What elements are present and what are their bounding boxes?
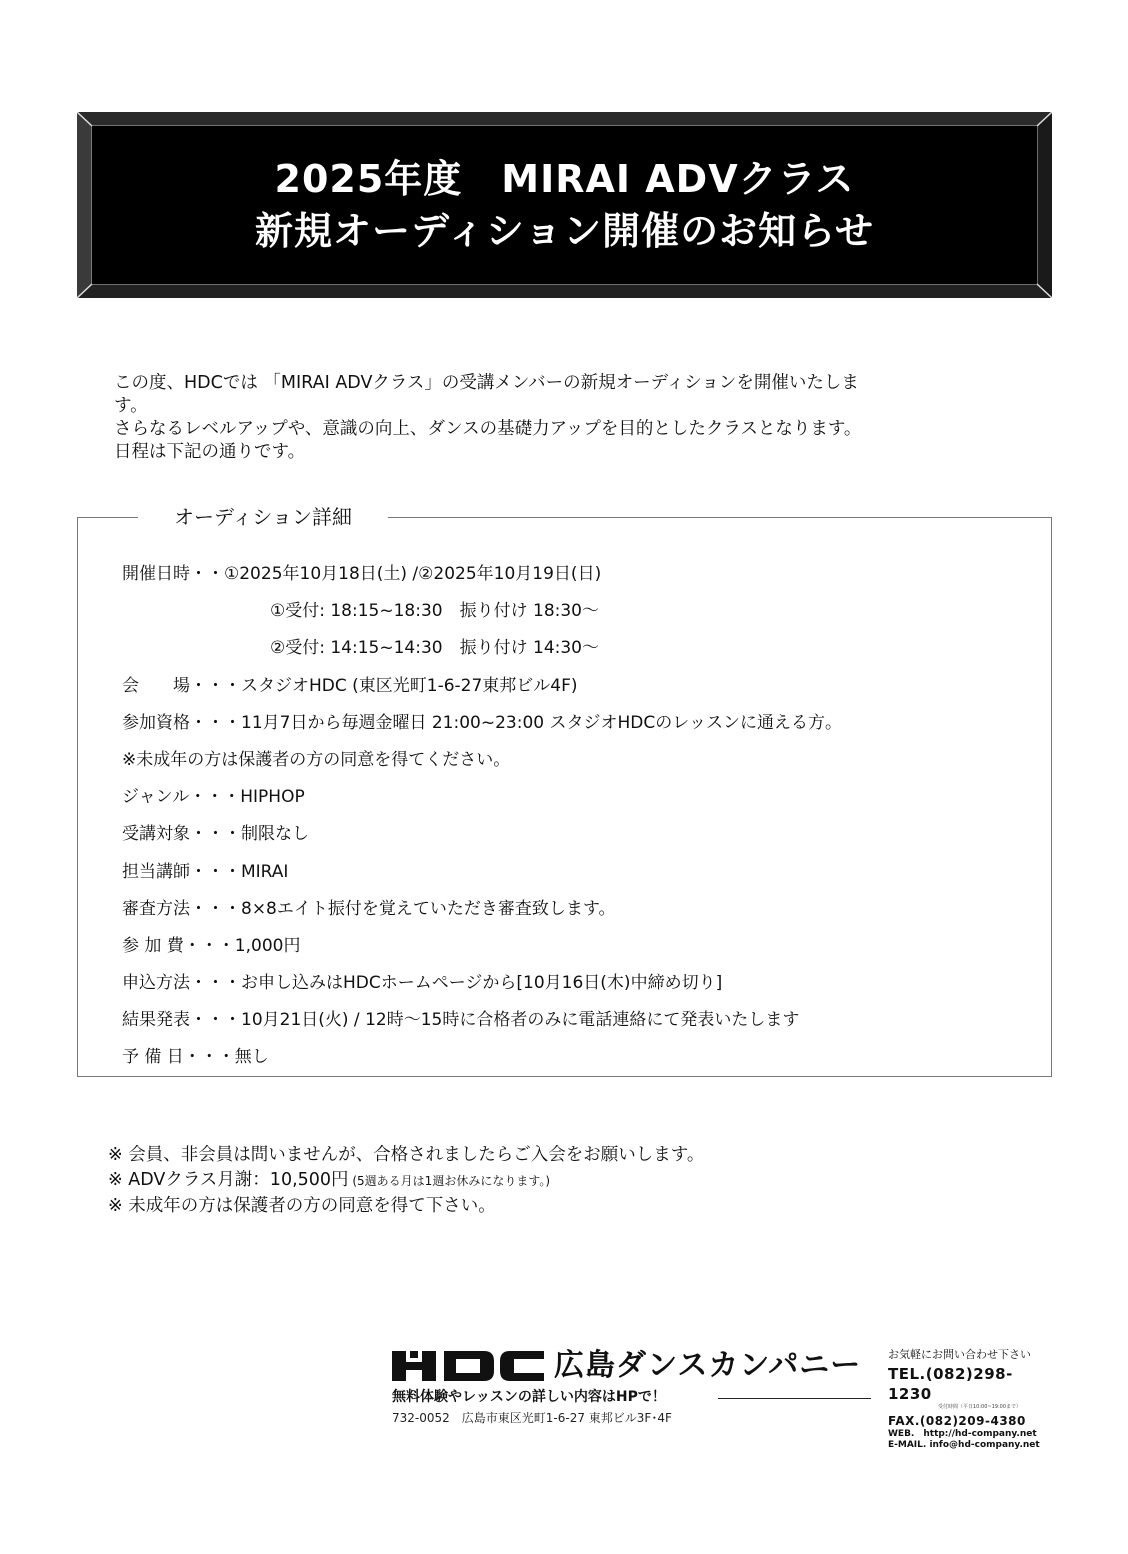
tagline-divider [718,1398,871,1399]
detail-row-instructor: 担当講師・・・MIRAI [122,861,289,882]
details-list [122,556,1041,1077]
contact-email: E-MAIL. info@hd-company.net [888,1440,1040,1450]
contact-hours: 受付時間（平日10:00~19:00まで） [938,1404,1022,1410]
contact-tel: TEL.(082)298-1230 [888,1365,1013,1403]
note-minor-consent: ※ 未成年の方は保護者の方の同意を得て下さい。 [108,1196,496,1216]
notes-section [108,1143,1008,1219]
contact-prompt: お気軽にお問い合わせ下さい [888,1348,1031,1361]
intro-line: 日程は下記の通りです。 [114,442,306,462]
note-membership: ※ 会員、非会員は問いませんが、合格されましたらご入会をお願いします。 [108,1145,705,1165]
company-name: 広島ダンスカンパニー [554,1348,862,1383]
detail-row-eligibility: 参加資格・・・11月7日から毎週金曜日 21:00~23:00 スタジオHDCのレッスンに通える方。 [122,712,843,733]
detail-row-judging: 審査方法・・・8×8エイト振付を覚えていただき審査致します。 [122,898,616,919]
contact-block [888,1348,1052,1451]
footer-address: 732-0052 広島市東区光町1-6-27 東邦ビル3F･4F [392,1411,672,1425]
detail-row-target: 受講対象・・・制限なし [122,824,309,845]
detail-row-results: 結果発表・・・10月21日(火) / 12時～15時に合格者のみに電話連絡にて発表いたします [122,1010,800,1031]
contact-fax: FAX.(082)209-4380 [888,1414,1026,1428]
details-title: オーディション詳細 [138,502,388,532]
contact-web: WEB. http://hd-company.net [888,1429,1037,1439]
detail-row-venue: 会 場・・・スタジオHDC (東区光町1-6-27東邦ビル4F) [122,675,578,696]
detail-row-application: 申込方法・・・お申し込みはHDCホームページから[10月16日(木)中締め切り] [122,973,723,994]
detail-row-fee: 参 加 費・・・1,000円 [122,935,301,956]
detail-row-session-2: ②受付: 14:15~14:30 振り付け 14:30～ [270,638,599,659]
detail-row-date: 開催日時・・①2025年10月18日(土) /②2025年10月19日(日) [122,564,602,584]
detail-row-reserve-day: 予 備 日・・・無し [122,1047,269,1068]
footer-tagline: 無料体験やレッスンの詳しい内容はHPで！ [392,1389,666,1405]
detail-row-genre: ジャンル・・・HIPHOP [122,787,305,808]
note-monthly-fee-main: ※ ADVクラス月謝：10,500円 [108,1170,349,1190]
note-monthly-fee-detail: (5週ある月は1週お休みになります。) [348,1174,551,1188]
hdc-logo [392,1351,547,1381]
detail-row-minor-note: ※未成年の方は保護者の方の同意を得てください。 [122,749,511,770]
banner-title-line-1: 2025年度 MIRAI ADVクラス [274,157,855,201]
intro-line: す。 [114,396,148,416]
audition-details-box [77,505,1052,1077]
banner-title-line-2: 新規オーディション開催のお知らせ [254,209,875,253]
intro-line: さらなるレベルアップや、意識の向上、ダンスの基礎力アップを目的としたクラスとなります。 [114,419,862,439]
intro-paragraph [114,372,1014,464]
note-monthly-fee [108,1168,1008,1194]
intro-line: この度、HDCでは 「MIRAI ADVクラス」の受講メンバーの新規オーディションを開催いたしま [114,373,859,393]
title-banner [77,112,1052,298]
banner-title [92,126,1037,284]
detail-row-session-1: ①受付: 18:15~18:30 振り付け 18:30～ [270,601,599,622]
footer [392,1348,1052,1450]
